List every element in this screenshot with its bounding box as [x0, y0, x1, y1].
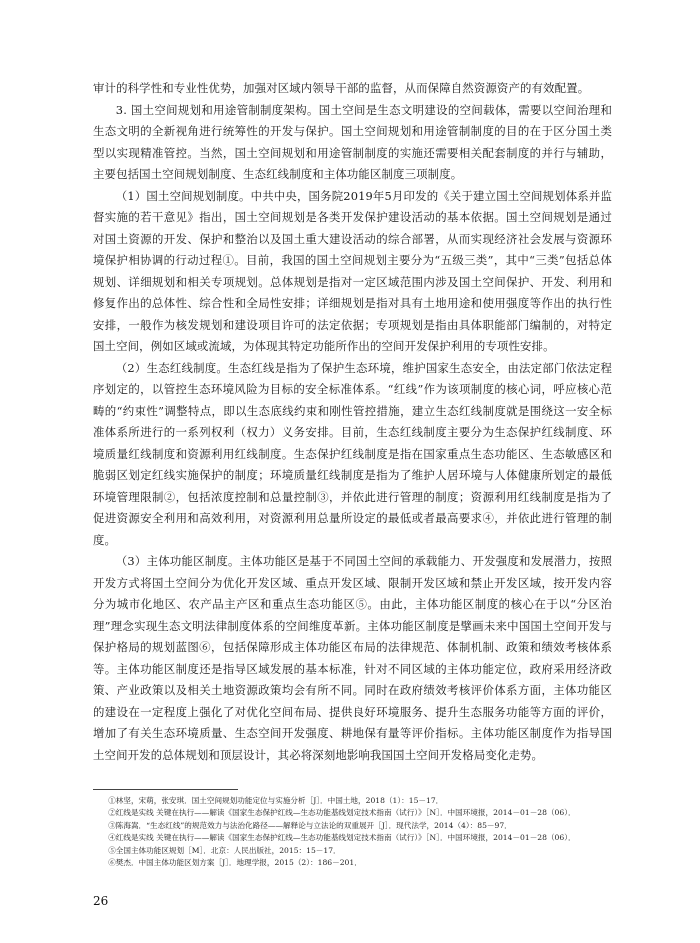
main-text [93, 78, 612, 766]
footnote-6: ⑥樊杰．中国主体功能区划方案［J］．地理学报，2015（2）：186－201． [108, 858, 362, 868]
footnotes [93, 795, 612, 869]
footnote-1: ①林坚，宋萌，张安琪．国土空间规划功能定位与实施分析［J］．中国土地，2018（1）：15－17． [108, 796, 444, 805]
footnote-divider [93, 789, 238, 790]
footnote-3: ③陈海嵩．“生态红线”的规范效力与法治化路径——解释论与立法论的双重展开［J］．现代法学，2014（4）：85－97． [108, 820, 512, 830]
footnote-4: ④红线是实线 关键在执行——解读《国家生态保护红线—生态功能基线划定技术指南（试行）》［N］．中国环境报，2014－01－28（06）． [108, 833, 576, 843]
footnote-2: ②红线是实线 关键在执行——解读《国家生态保护红线—生态功能基线划定技术指南（试行）》［N］．中国环境报，2014－01－28（06）． [108, 808, 576, 818]
paragraph-section-3: 3. 国土空间规划和用途管制制度架构。国土空间是生态文明建设的空间载体，需要以空间治理和生态文明的全新视角进行统筹性的开发与保护。国土空间规划和用途管制制度的目的在于区分国土类型以实现精准管控。当然，国土空间规划和用途管制制度的实施还需要相关配套制度的并行与辅助，主要包括国土空间规划制度、生态红线制度和主体功能区制度三项制度。 [93, 102, 612, 181]
paragraph-continuation: 审计的科学性和专业性优势，加强对区域内领导干部的监督，从而保障自然资源资产的有效配置。 [93, 81, 590, 95]
paragraph-spatial-planning: （1）国土空间规划制度。中共中央，国务院2019年5月印发的《关于建立国土空间规划体系并监督实施的若干意见》指出，国土空间规划是各类开发保护建设活动的基本依据。国土空间规划是通过对国土资源的开发、保护和整治以及国土重大建设活动的综合部署，从而实现经济社会发展与资源环境保护相协调的行动过程①。目前，我国的国土空间规划主要分为“五级三类”，其中“三类”包括总体规划、详细规划和相关专项规划。总体规划是指对一定区域范围内涉及国土空间保护、开发、利用和修复作出的总体性、综合性和全局性安排；详细规划是指对具有土地用途和使用强度等作出的执行性安排，一般作为核发规划和建设项目许可的法定依据；专项规划是指由具体职能部门编制的，对特定国土空间，例如区域或流域，为体现其特定功能所作出的空间开发保护利用的专项性安排。 [93, 188, 612, 353]
page-number: 26 [93, 894, 109, 908]
footnote-5: ⑤全国主体功能区规划［M］．北京：人民出版社，2015：15－17． [108, 845, 341, 855]
paragraph-main-functional-zone: （3）主体功能区制度。主体功能区是基于不同国土空间的承载能力、开发强度和发展潜力，按照开发方式将国土空间分为优化开发区域、重点开发区域、限制开发区域和禁止开发区域，按开发内容分为城市化地区、农产品主产区和重点生态功能区⑤。由此，主体功能区制度的核心在于以“分区治理”理念实现生态文明法律制度体系的空间维度革新。主体功能区制度是擘画未来中国国土空间开发与保护格局的规划蓝图⑥，包括保障形成主体功能区布局的法律规范、体制机制、政策和绩效考核体系等。主体功能区制度还是指导区域发展的基本标准，针对不同区域的主体功能定位，政府采用经济政策、产业政策以及相关土地资源政策均会有所不同。同时在政府绩效考核评价体系方面，主体功能区的建设在一定程度上强化了对优化空间布局、提供良好环境服务、提升生态服务功能等方面的评价，增加了有关生态环境质量、生态空间开发强度、耕地保有量等评价指标。主体功能区制度作为指导国土空间开发的总体规划和顶层设计，其必将深刻地影响我国国土空间开发格局变化走势。 [93, 554, 612, 762]
paragraph-ecological-redline: （2）生态红线制度。生态红线是指为了保护生态环境，维护国家生态安全，由法定部门依法定程序划定的，以管控生态环境风险为目标的安全标准体系。“红线”作为该项制度的核心词，呼应核心范畴的“约束性”调整特点，即以生态底线约束和刚性管控措施，建立生态红线制度就是围绕这一安全标准体系所进行的一系列权利（权力）义务安排。目前，生态红线制度主要分为生态保护红线制度、环境质量红线制度和资源利用红线制度。生态保护红线制度是指在国家重点生态功能区、生态敏感区和脆弱区划定红线实施保护的制度；环境质量红线制度是指为了维护人居环境与人体健康所划定的最低环境管理限制②，包括浓度控制和总量控制③，并依此进行管理的制度；资源利用红线制度是指为了促进资源安全利用和高效利用，对资源利用总量所设定的最低或者最高要求④，并依此进行管理的制度。 [93, 360, 612, 547]
